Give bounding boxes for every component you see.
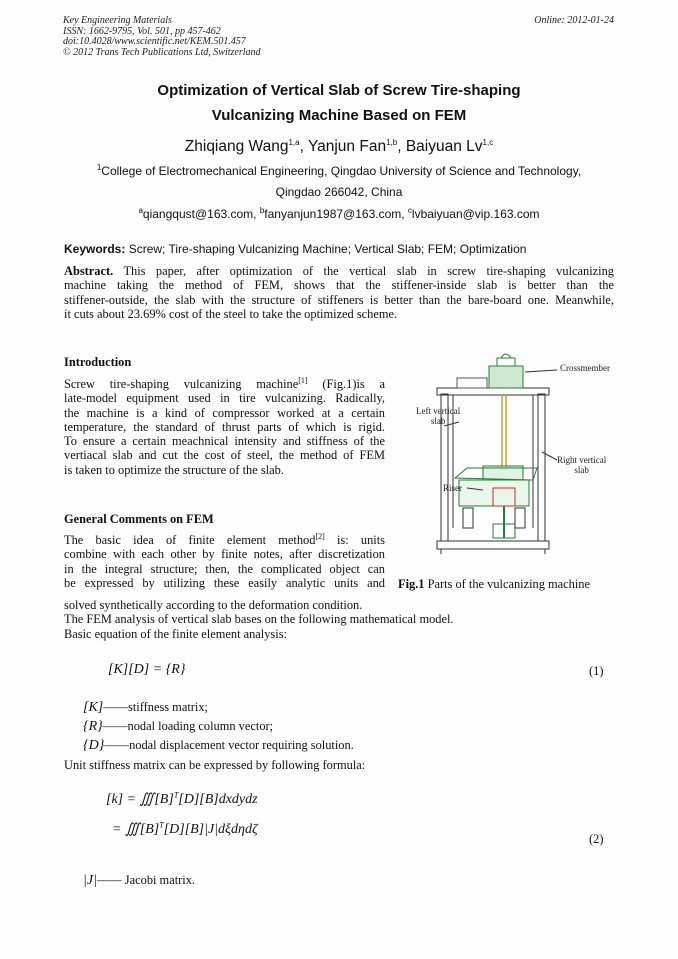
intro-text-1b: (Fig.1)is a bbox=[307, 377, 385, 391]
equation-2-number: (2) bbox=[589, 832, 604, 846]
crossmember-shape bbox=[437, 388, 549, 395]
journal-name: Key Engineering Materials bbox=[63, 15, 172, 26]
intro-line3: the machine is a kind of compressor worked at a certain bbox=[64, 405, 385, 420]
intro-paragraph bbox=[64, 377, 385, 477]
email-1: qiangqust@163.com, bbox=[142, 207, 260, 221]
issn: ISSN: 1662-9795, Vol. 501, pp 457-462 bbox=[63, 25, 221, 37]
eq2a-rhs: [D][B]dxdydz bbox=[178, 792, 258, 807]
def-r-symbol: {R} bbox=[83, 719, 103, 734]
jacobi-definition bbox=[83, 873, 195, 888]
abstract-line2: machine taking the method of FEM, shows that the stiffener-inside slab is better than the bbox=[64, 278, 614, 293]
author-1-sup: 1,a bbox=[288, 137, 300, 147]
abstract-line1 bbox=[64, 264, 614, 278]
intro-cite: [1] bbox=[298, 375, 308, 385]
authors: Zhiqiang Wang$^{1,a}$, Yanjun Fan$^{1,b}$, Baiyuan Lv$^{1,c}$ bbox=[184, 137, 494, 155]
paper-title-line2: Vulcanizing Machine Based on FEM bbox=[211, 107, 467, 124]
intro-heading: Introduction bbox=[64, 355, 132, 369]
email-sup-b: b bbox=[259, 206, 265, 215]
author-2: Yanjun Fan bbox=[307, 138, 387, 155]
definition-d bbox=[83, 738, 354, 753]
email-sup-a: a bbox=[138, 206, 143, 215]
journal-header bbox=[63, 16, 261, 58]
figure-caption-text: Parts of the vulcanizing machine bbox=[424, 577, 591, 591]
eq2b-sup: T bbox=[159, 820, 164, 830]
intro-line1 bbox=[64, 377, 385, 391]
jacobi-symbol: |J| bbox=[83, 873, 97, 888]
eq2b-rhs: [D][B]|J|dξdηdζ bbox=[163, 822, 258, 837]
doi: doi:10.4028/www.scientific.net/KEM.501.457 bbox=[63, 36, 246, 47]
intro-line2: late-model equipment used in tire vulcanizing. Radically, bbox=[64, 391, 385, 406]
intro-line7: is taken to optimize the structure of the slab. bbox=[64, 462, 284, 477]
keywords-text: Screw; Tire-shaping Vulcanizing Machine; Vertical Slab; FEM; Optimization bbox=[125, 242, 527, 256]
fem-line3: in the integral structure; then, the complicated object can bbox=[64, 561, 385, 576]
label-left-slab-2: slab bbox=[430, 416, 446, 426]
def-k-symbol: [K] bbox=[83, 700, 104, 715]
keywords bbox=[64, 242, 526, 256]
def-d-text: ——nodal displacement vector requiring solution. bbox=[104, 738, 354, 752]
label-right-slab-2: slab bbox=[574, 465, 589, 475]
def-r-text: ——nodal loading column vector; bbox=[102, 719, 274, 733]
machine-base bbox=[437, 541, 549, 549]
fem-paragraph-wide bbox=[64, 598, 624, 641]
paper-title-line1: Optimization of Vertical Slab of Screw Tire-shaping bbox=[157, 82, 521, 99]
label-left-slab-1: Left vertical bbox=[416, 406, 461, 416]
abstract-text-1: This paper, after optimization of the vertical slab in screw tire-shaping vulcanizing bbox=[113, 264, 614, 278]
keywords-label: Keywords: bbox=[64, 242, 126, 256]
fem-text-1a: The basic idea of finite element method bbox=[64, 533, 316, 547]
eq2b-lhs: = ∭[B] bbox=[112, 822, 160, 837]
intro-line5: To ensure a certain meachnical intensity and stiffness of the bbox=[64, 434, 385, 449]
abstract bbox=[64, 264, 614, 321]
author-3-sup: 1,c bbox=[482, 137, 494, 147]
copyright: © 2012 Trans Tech Publications Ltd, Switzerland bbox=[63, 46, 261, 58]
fem-line1 bbox=[64, 533, 385, 547]
fem-text-1b: is: units bbox=[324, 533, 385, 547]
intro-line4: temperature, the standard of thrust parts of which is rigid. bbox=[64, 419, 385, 434]
label-right-slab bbox=[557, 455, 606, 475]
author-2-sup: 1,b bbox=[386, 137, 398, 147]
fem-line2: combine with each other by finite notes, after discretization bbox=[64, 547, 385, 562]
author-3: Baiyuan Lv bbox=[405, 138, 483, 155]
fem-cite: [2] bbox=[315, 531, 325, 541]
eq2a-sup: T bbox=[173, 790, 179, 800]
online-date: Online: 2012-01-24 bbox=[534, 15, 614, 26]
label-riser: Riser bbox=[443, 483, 462, 493]
email-sup-c: c bbox=[407, 206, 412, 215]
affiliation-sup: 1 bbox=[96, 163, 102, 172]
def-k-text: ——stiffness matrix; bbox=[103, 700, 208, 714]
affiliation-line1 bbox=[0, 164, 678, 178]
def-d-symbol: {D} bbox=[83, 738, 105, 753]
definition-r bbox=[83, 719, 273, 734]
equation-2b bbox=[112, 821, 258, 838]
equation-2a bbox=[106, 791, 258, 808]
label-right-slab-1: Right vertical bbox=[557, 455, 607, 465]
definition-k bbox=[83, 700, 208, 715]
right-vertical-slab-shape bbox=[538, 394, 545, 541]
label-crossmember: Crossmember bbox=[560, 363, 610, 373]
equation-1-number: (1) bbox=[589, 664, 604, 678]
figure-1 bbox=[397, 348, 625, 558]
figure-1-caption bbox=[398, 577, 590, 592]
email-2: fanyanjun1987@163.com, bbox=[264, 207, 408, 221]
fem-line5: solved synthetically according to the deformation condition. bbox=[64, 598, 363, 612]
fem-line7: Basic equation of the finite element analysis: bbox=[64, 626, 287, 641]
unit-stiffness-line: Unit stiffness matrix can be expressed by following formula: bbox=[64, 758, 366, 772]
author-1: Zhiqiang Wang bbox=[184, 138, 289, 155]
fem-line6: The FEM analysis of vertical slab bases on the following mathematical model. bbox=[64, 612, 454, 627]
fem-line4: be expressed by utilizing these easily analytic units and bbox=[64, 575, 385, 590]
eq2a-lhs: [k] = ∭[B] bbox=[106, 792, 174, 807]
affiliation-line2: Qingdao 266042, China bbox=[275, 185, 403, 199]
equation-1: [K][D] = {R} bbox=[108, 662, 186, 677]
intro-text-1a: Screw tire-shaping vulcanizing machine bbox=[64, 377, 299, 391]
fem-heading: General Comments on FEM bbox=[64, 512, 214, 526]
email-3: lvbaiyuan@vip.163.com bbox=[411, 207, 540, 221]
emails bbox=[0, 207, 678, 221]
intro-line6: vertiacal slab and cut the cost of steel, the method of FEM bbox=[64, 448, 385, 463]
fem-paragraph bbox=[64, 533, 385, 590]
affiliation-text: College of Electromechanical Engineering, Qingdao University of Science and Technology, bbox=[101, 164, 582, 178]
figure-caption-num: Fig.1 bbox=[398, 577, 425, 591]
abstract-label: Abstract. bbox=[64, 264, 114, 278]
jacobi-text: —— Jacobi matrix. bbox=[96, 873, 195, 887]
abstract-line3: stiffener-outside, the slab with the structure of stiffeners is better than the bare-board one. Meanwhile, bbox=[64, 292, 614, 307]
vulcanizing-machine-drawing bbox=[397, 348, 625, 558]
abstract-line4: it cuts about 23.69% cost of the steel to take the optimized scheme. bbox=[64, 306, 398, 321]
label-left-slab bbox=[416, 406, 460, 426]
